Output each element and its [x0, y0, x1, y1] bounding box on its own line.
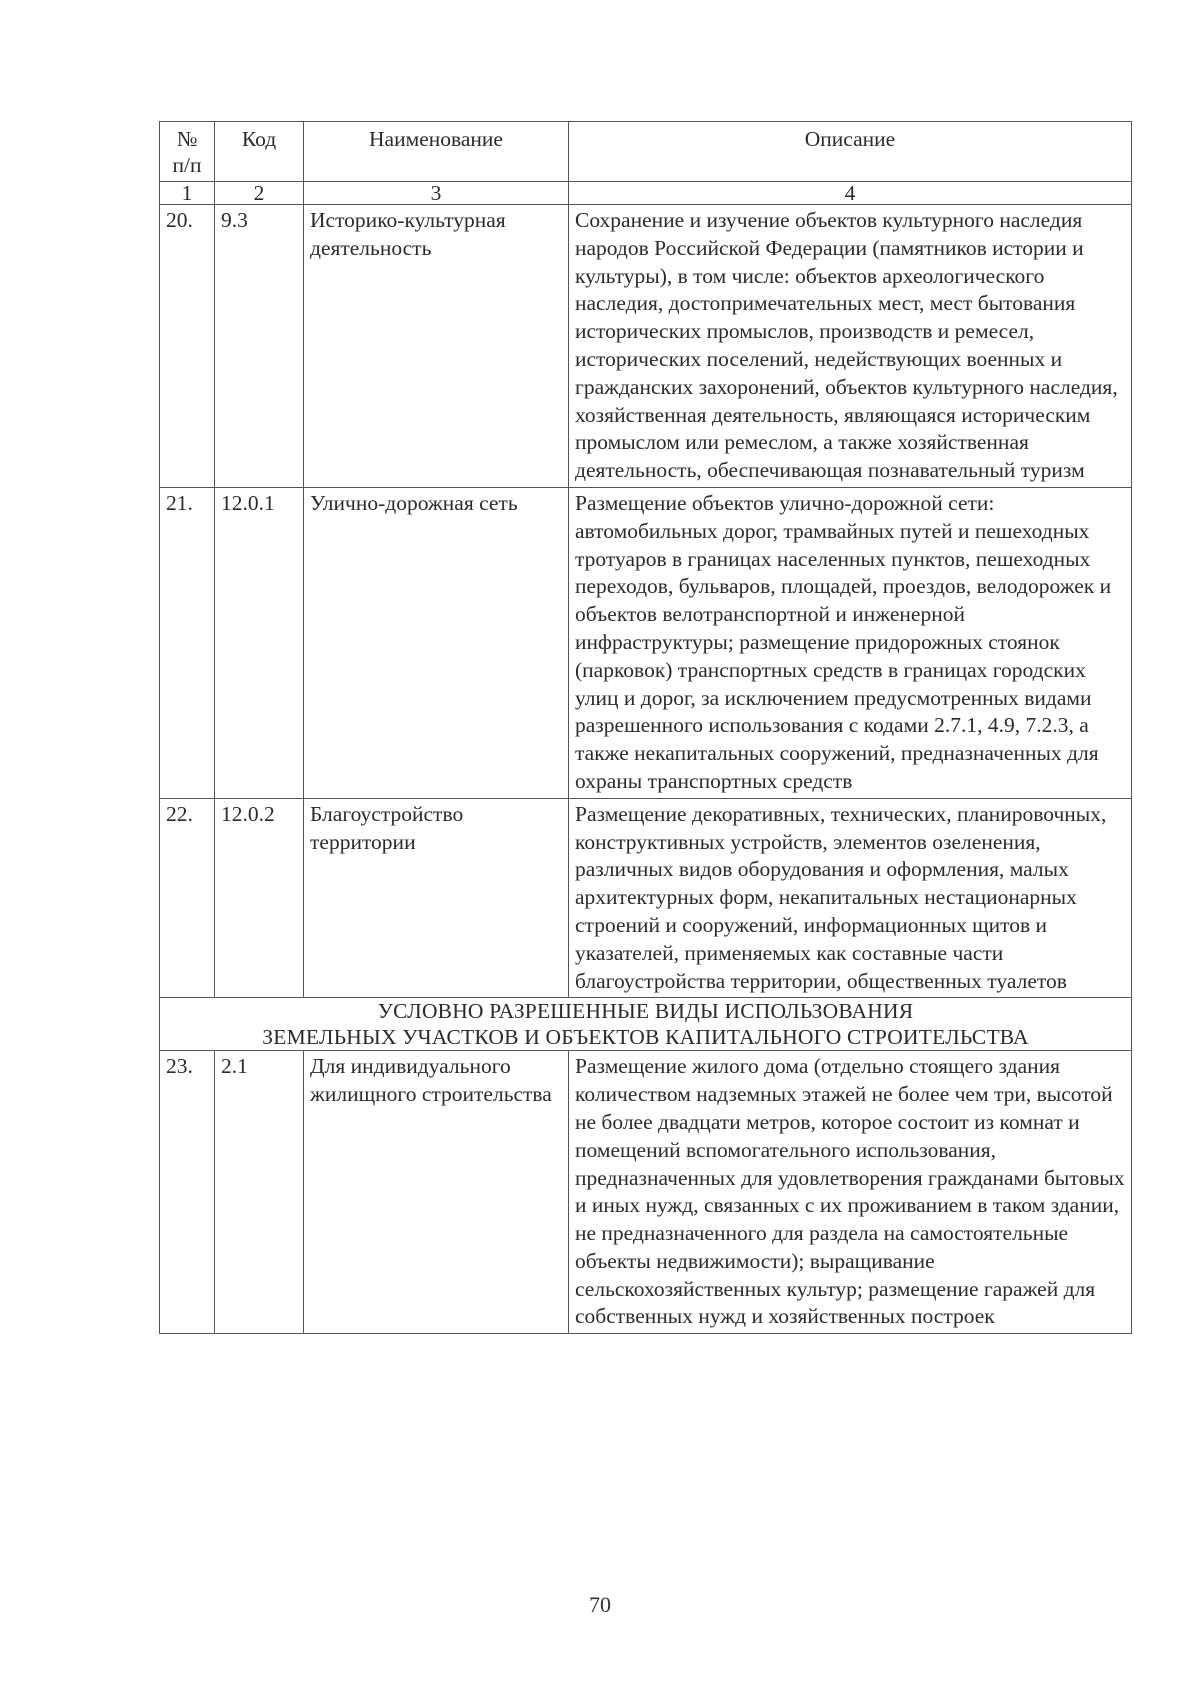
row-name: Историко-культурная деятельность [304, 205, 569, 488]
table-header-row [160, 122, 1132, 182]
page-number: 70 [589, 1592, 611, 1617]
row-code: 9.3 [215, 205, 304, 488]
row-code: 12.0.1 [215, 487, 304, 798]
row-name: Улично-дорожная сеть [304, 487, 569, 798]
header-name: Наименование [304, 122, 569, 182]
row-desc: Размещение декоративных, технических, планировочных, конструктивных устройств, элементов озеленения, различных видов оборудования и оформления, малых архитектурных форм, некапитальных нестационарных строений и сооружений, информационных щитов и указателей, применяемых как составные части благоустройства территории, общественных туалетов [569, 798, 1132, 998]
index-2: 2 [215, 182, 304, 205]
column-index-row [160, 182, 1132, 205]
section-heading [160, 998, 1132, 1051]
row-num: 23. [160, 1051, 215, 1334]
row-name: Благоустройство территории [304, 798, 569, 998]
header-code: Код [215, 122, 304, 182]
index-1: 1 [160, 182, 215, 205]
row-code: 12.0.2 [215, 798, 304, 998]
row-num: 20. [160, 205, 215, 488]
header-num: № п/п [160, 122, 215, 182]
section-heading-row [160, 998, 1132, 1051]
row-desc: Сохранение и изучение объектов культурного наследия народов Российской Федерации (памятников истории и культуры), в том числе: объектов археологического наследия, достопримечательных мест, мест бытования исторических промыслов, производств и ремесел, исторических поселений, недействующих военных и гражданских захоронений, объектов культурного наследия, хозяйственная деятельность, являющаяся историческим промыслом или ремеслом, а также хозяйственная деятельность, обеспечивающая познавательный туризм [569, 205, 1132, 488]
index-3: 3 [304, 182, 569, 205]
section-heading-line-1: УСЛОВНО РАЗРЕШЕННЫЕ ВИДЫ ИСПОЛЬЗОВАНИЯ [377, 999, 914, 1024]
row-code: 2.1 [215, 1051, 304, 1334]
land-use-table [159, 121, 1132, 1334]
header-desc: Описание [569, 122, 1132, 182]
index-4: 4 [569, 182, 1132, 205]
row-num: 22. [160, 798, 215, 998]
table-row [160, 487, 1132, 798]
row-desc: Размещение жилого дома (отдельно стоящего здания количеством надземных этажей не более чем три, высотой не более двадцати метров, которое состоит из комнат и помещений вспомогательного использования, предназначенных для удовлетворения гражданами бытовых и иных нужд, связанных с их проживанием в таком здании, не предназначенного для раздела на самостоятельные объекты недвижимости); выращивание сельскохозяйственных культур; размещение гаражей для собственных нужд и хозяйственных построек [569, 1051, 1132, 1334]
table-row [160, 1051, 1132, 1334]
row-name: Для индивидуального жилищного строительства [304, 1051, 569, 1334]
table-row [160, 798, 1132, 998]
row-desc: Размещение объектов улично-дорожной сети: автомобильных дорог, трамвайных путей и пешеходных тротуаров в границах населенных пунктов, пешеходных переходов, бульваров, площадей, проездов, велодорожек и объектов велотранспортной и инженерной инфраструктуры; размещение придорожных стоянок (парковок) транспортных средств в границах городских улиц и дорог, за исключением предусмотренных видами разрешенного использования с кодами 2.7.1, 4.9, 7.2.3, а также некапитальных сооружений, предназначенных для охраны транспортных средств [569, 487, 1132, 798]
table-row [160, 205, 1132, 488]
section-heading-line-2: ЗЕМЕЛЬНЫХ УЧАСТКОВ И ОБЪЕКТОВ КАПИТАЛЬНОГО СТРОИТЕЛЬСТВА [262, 1025, 1029, 1050]
row-num: 21. [160, 487, 215, 798]
